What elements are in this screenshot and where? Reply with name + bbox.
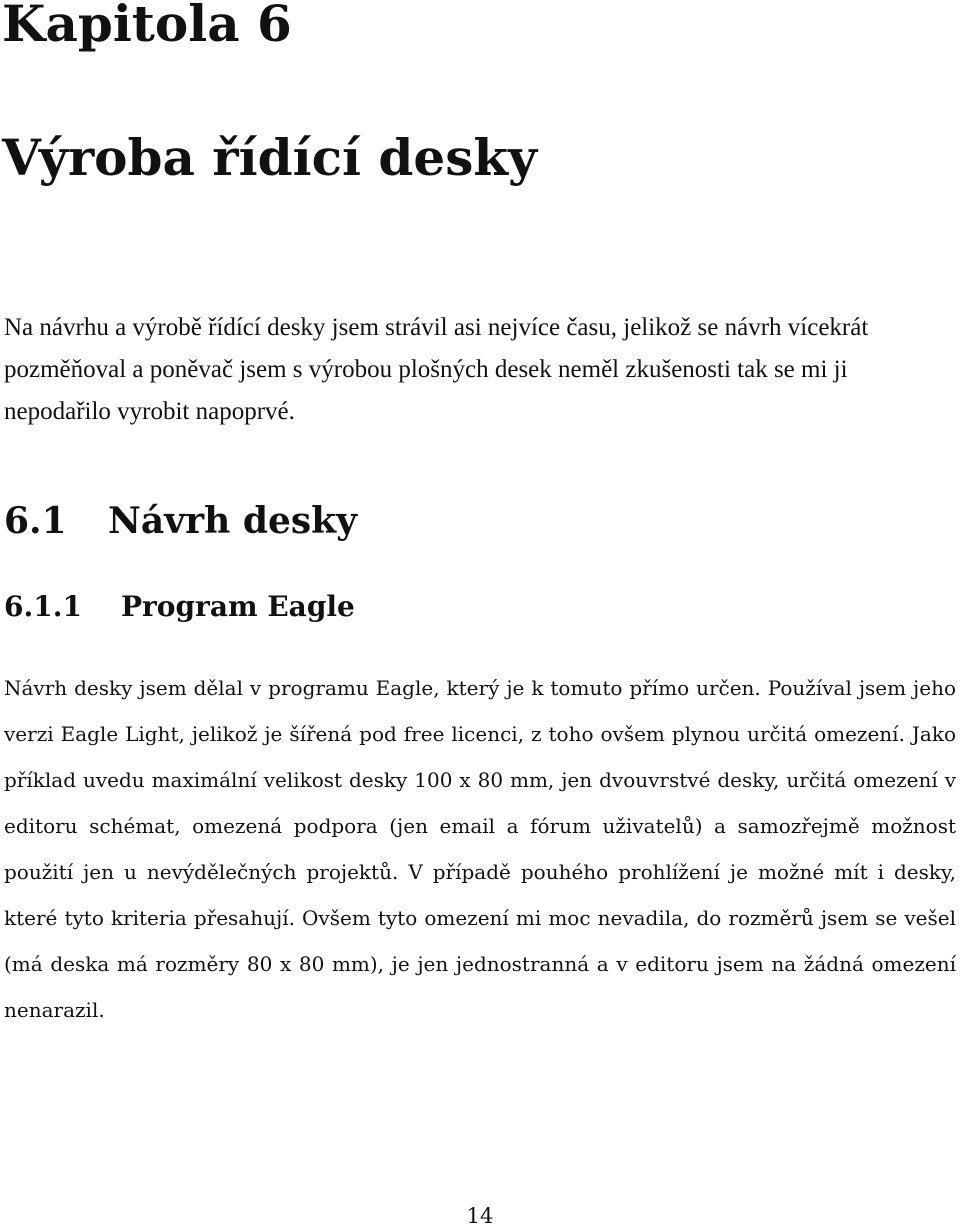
subsection-heading (4, 590, 355, 624)
body-paragraph: Návrh desky jsem dělal v programu Eagle, který je k tomuto přímo určen. Používal jsem jeho verzi Eagle Light, jelikož je šířená pod free licenci, z toho ovšem plynou určitá omezení. Jako příklad uvedu maximální velikost desky 100 x 80 mm, jen dvouvrstvé desky, určitá omezení v editoru schémat, omezená podpora (jen email a fórum uživatelů) a samozřejmě možnost použití jen u nevýdělečných projektů. V případě pouhého prohlížení je možné mít i desky, které tyto kriteria přesahují. Ovšem tyto omezení mi moc nevadila, do rozměrů jsem se vešel (má deska má rozměry 80 x 80 mm), je jen jednostranná a v editoru jsem na žádná omezení nenarazil. (4, 676, 956, 1022)
section-heading (4, 500, 357, 543)
page-number: 14 (466, 1204, 494, 1228)
section-number: 6.1 (4, 500, 67, 542)
subsection-number: 6.1.1 (4, 590, 82, 623)
section-title: Návrh desky (108, 500, 358, 542)
chapter-label: Kapitola 6 (2, 0, 292, 53)
subsection-title: Program Eagle (121, 590, 355, 623)
chapter-title: Výroba řídící desky (2, 128, 538, 187)
intro-paragraph: Na návrhu a výrobě řídící desky jsem strávil asi nejvíce času, jelikož se návrh vícekrát pozměňoval a poněvač jsem s výrobou plošných desek neměl zkušenosti tak se mi ji nepodařilo vyrobit napoprvé. (4, 314, 869, 425)
